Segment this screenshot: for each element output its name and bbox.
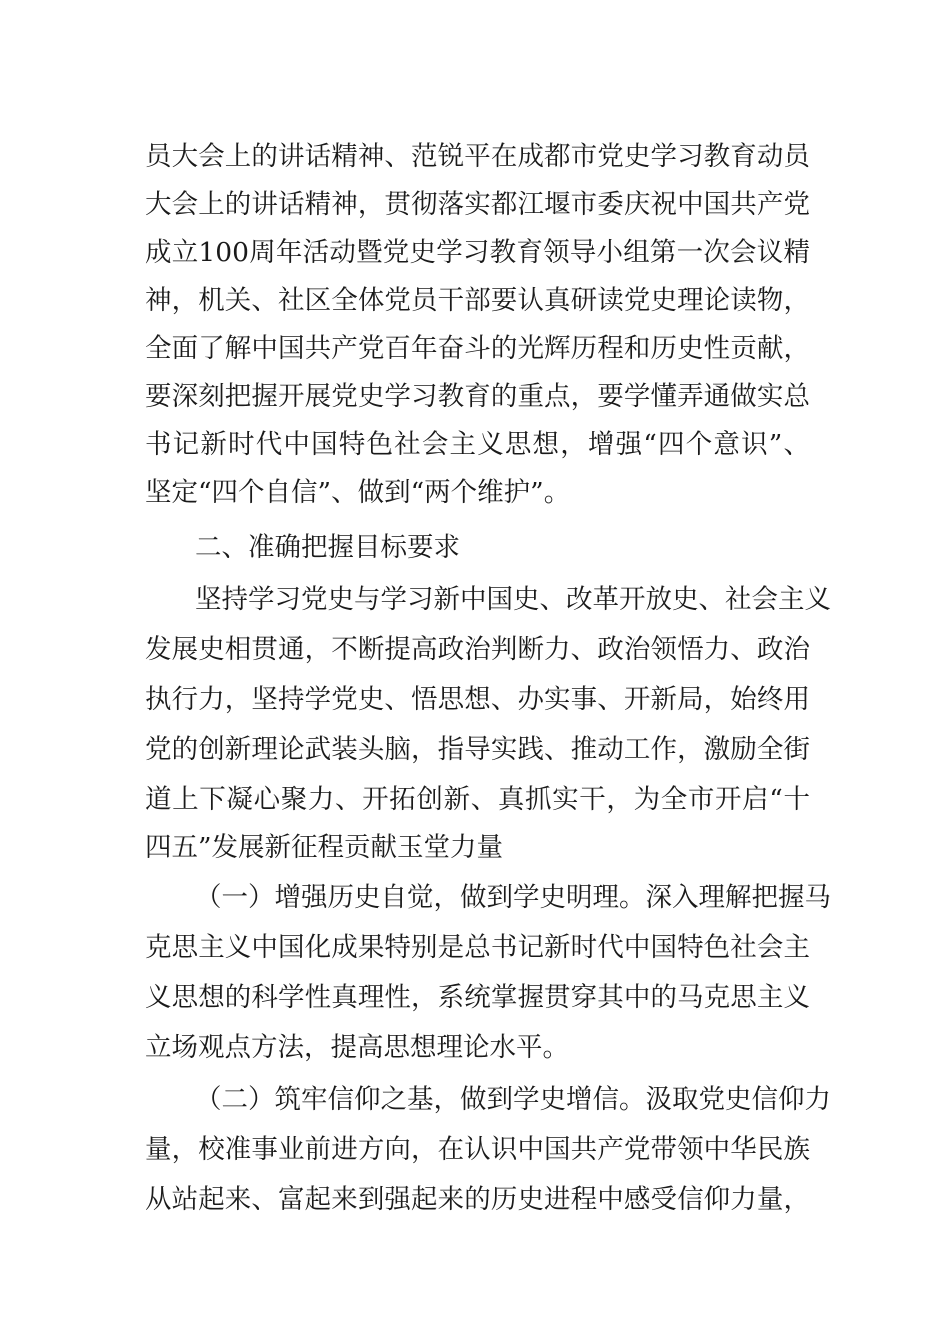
- section-heading: 二、准确把握目标要求: [195, 532, 460, 563]
- paragraph-line: 党的创新理论武装头脑，指导实践、推动工作，激励全街: [145, 734, 810, 765]
- paragraph-line: 从站起来、富起来到强起来的历史进程中感受信仰力量，: [145, 1184, 810, 1215]
- paragraph-line: 道上下凝心聚力、开拓创新、真抓实干，为全市开启“十: [145, 784, 810, 815]
- paragraph-line: （二）筑牢信仰之基，做到学史增信。汲取党史信仰力: [195, 1084, 831, 1115]
- paragraph-line: 克思主义中国化成果特别是总书记新时代中国特色社会主: [145, 932, 810, 963]
- paragraph-line: 成立100周年活动暨党史学习教育领导小组第一次会议精: [145, 237, 810, 268]
- paragraph-line: 四五”发展新征程贡献玉堂力量: [145, 832, 504, 863]
- paragraph-line: 员大会上的讲话精神、范锐平在成都市党史学习教育动员: [145, 141, 810, 172]
- paragraph-line: 全面了解中国共产党百年奋斗的光辉历程和历史性贡献，: [145, 333, 810, 364]
- paragraph-line: 大会上的讲话精神，贯彻落实都江堰市委庆祝中国共产党: [145, 189, 810, 220]
- paragraph-line: 书记新时代中国特色社会主义思想，增强“四个意识”、: [145, 429, 810, 460]
- paragraph-line: 立场观点方法，提高思想理论水平。: [145, 1032, 569, 1063]
- paragraph-line: 神，机关、社区全体党员干部要认真研读党史理论读物，: [145, 285, 810, 316]
- paragraph-line: 义思想的科学性真理性，系统掌握贯穿其中的马克思主义: [145, 982, 810, 1013]
- paragraph-line: 执行力，坚持学党史、悟思想、办实事、开新局，始终用: [145, 684, 810, 715]
- paragraph-line: 坚定“四个自信”、做到“两个维护”。: [145, 477, 571, 508]
- paragraph-line: （一）增强历史自觉，做到学史明理。深入理解把握马: [195, 882, 831, 913]
- paragraph-line: 要深刻把握开展党史学习教育的重点，要学懂弄通做实总: [145, 381, 810, 412]
- paragraph-line: 发展史相贯通，不断提高政治判断力、政治领悟力、政治: [145, 634, 810, 665]
- paragraph-line: 量，校准事业前进方向，在认识中国共产党带领中华民族: [145, 1134, 810, 1165]
- paragraph-line: 坚持学习党史与学习新中国史、改革开放史、社会主义: [195, 584, 831, 615]
